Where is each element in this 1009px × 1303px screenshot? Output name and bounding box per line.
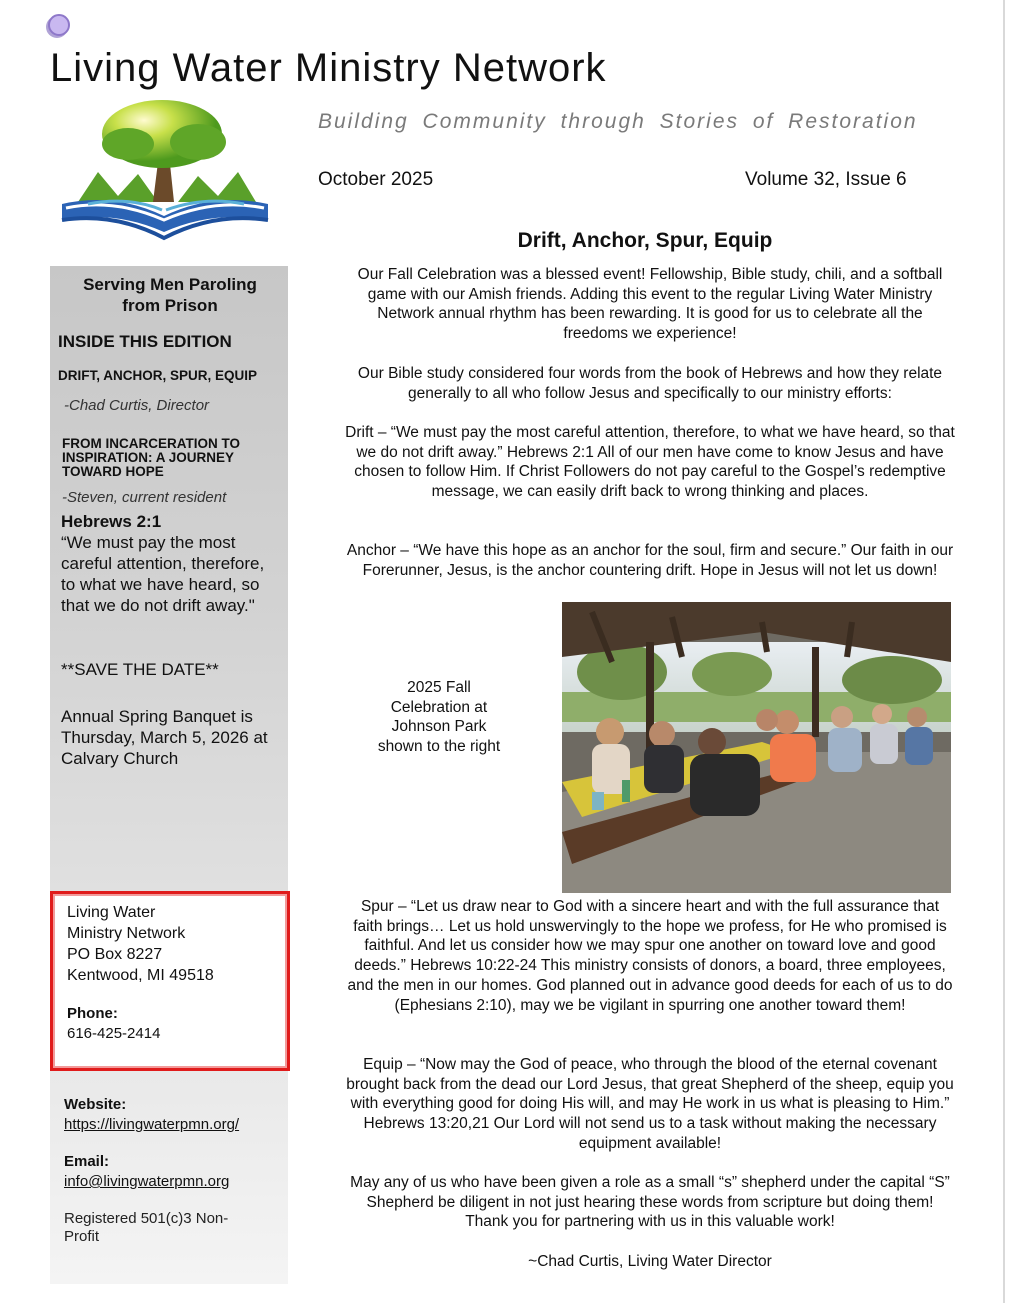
article-paragraph: Spur – “Let us draw near to God with a sincere heart and with the full assurance that faith brings… Let us hold unswervingly to the hope we profess, for He who promised is faithful. And let us consider how we may spur one another on toward love and good deeds.” Hebrews 10:22-24 This ministry consists of donors, a board, three employees, and the men in our homes. God planned out in advance good deeds for each of us to do (Ephesians 2:10), may we be vigilant in spurring one another toward them!: [347, 898, 953, 1014]
photo-caption: 2025 Fall Celebration at Johnson Park shown to the right: [377, 679, 501, 756]
article-paragraph: Our Fall Celebration was a blessed event! Fellowship, Bible study, chili, and a softball game with our Amish friends. Adding this event to the regular Living Water Ministry Network annual rhythm has been rewarding. It is good for us to celebrate all the freedoms we experience!: [357, 266, 943, 343]
mailing-address: [67, 902, 214, 986]
verse-reference: Hebrews 2:1: [61, 512, 162, 531]
toc-item-author: -Steven, current resident: [62, 489, 227, 506]
address-box: [50, 891, 290, 1071]
article-paragraph: Anchor – “We have this hope as an anchor for the soul, firm and secure.” Our faith in our Forerunner, Jesus, is the anchor countering drift. Hope in Jesus will not let us down!: [346, 542, 954, 579]
inside-edition-heading: INSIDE THIS EDITION: [58, 332, 232, 351]
verse-text: “We must pay the most careful attention, therefore, to what we have heard, so that we do not drift away.": [61, 533, 265, 615]
website-link[interactable]: https://livingwaterpmn.org/: [64, 1116, 240, 1133]
issue-volume: Volume 32, Issue 6: [745, 169, 907, 190]
article-title: Drift, Anchor, Spur, Equip: [517, 229, 773, 252]
issue-date: October 2025: [318, 169, 434, 190]
page-edge-rule: [1003, 0, 1005, 1303]
phone-number: 616-425-2414: [67, 1025, 161, 1042]
address-line: Ministry Network: [67, 925, 186, 942]
toc-item-title: DRIFT, ANCHOR, SPUR, EQUIP: [58, 368, 258, 383]
website-label: Website:: [64, 1096, 127, 1113]
tree-book-logo: [58, 92, 274, 244]
address-line: Living Water: [67, 904, 156, 921]
article-signature: ~Chad Curtis, Living Water Director: [528, 1253, 772, 1270]
address-line: PO Box 8227: [67, 946, 163, 963]
fall-celebration-photo: [562, 602, 951, 893]
sidebar-mission: Serving Men Paroling from Prison: [83, 275, 257, 315]
save-the-date: **SAVE THE DATE**: [61, 660, 219, 679]
tagline: Building Community through Stories of Restoration: [318, 110, 918, 133]
toc-item-title: FROM INCARCERATION TO INSPIRATION: A JOURNEY TOWARD HOPE: [62, 436, 240, 479]
article-paragraph: Equip – “Now may the God of peace, who through the blood of the eternal covenant brought back from the dead our Lord Jesus, that great Shepherd of the sheep, equip you with everything good for doing His will, and may He work in us what is pleasing to Him.” Hebrews 13:20,21 Our Lord will not send us to a task without making the necessary equipment available!: [346, 1056, 954, 1152]
email-link[interactable]: info@livingwaterpmn.org: [64, 1173, 230, 1190]
circle-bullet-icon: [48, 14, 70, 36]
phone-label: Phone:: [67, 1005, 118, 1022]
article-paragraph: May any of us who have been given a role as a small “s” shepherd under the capital “S” Shepherd be diligent in not just hearing these words from scripture but doing them! Thank you for partnering with us in this valuable work!: [350, 1174, 950, 1231]
article-paragraph: Our Bible study considered four words from the book of Hebrews and how they relate generally to all who follow Jesus and specifically to our ministry efforts:: [357, 365, 943, 402]
article-paragraph: Drift – “We must pay the most careful attention, therefore, to what we have heard, so that we do not drift away.” Hebrews 2:1 All of our men have come to know Jesus and have chosen to follow Him. If Christ Followers do not pay careful to the Gospel’s redemptive message, we can easily drift back to wrong thinking and places.: [345, 424, 955, 501]
newsletter-title: Living Water Ministry Network: [50, 46, 607, 90]
address-line: Kentwood, MI 49518: [67, 967, 214, 984]
toc-item-author: -Chad Curtis, Director: [64, 397, 210, 414]
email-label: Email:: [64, 1153, 110, 1170]
banquet-announcement: Annual Spring Banquet is Thursday, March 5, 2026 at Calvary Church: [61, 707, 268, 768]
nonprofit-status: Registered 501(c)3 Non-Profit: [64, 1210, 229, 1245]
